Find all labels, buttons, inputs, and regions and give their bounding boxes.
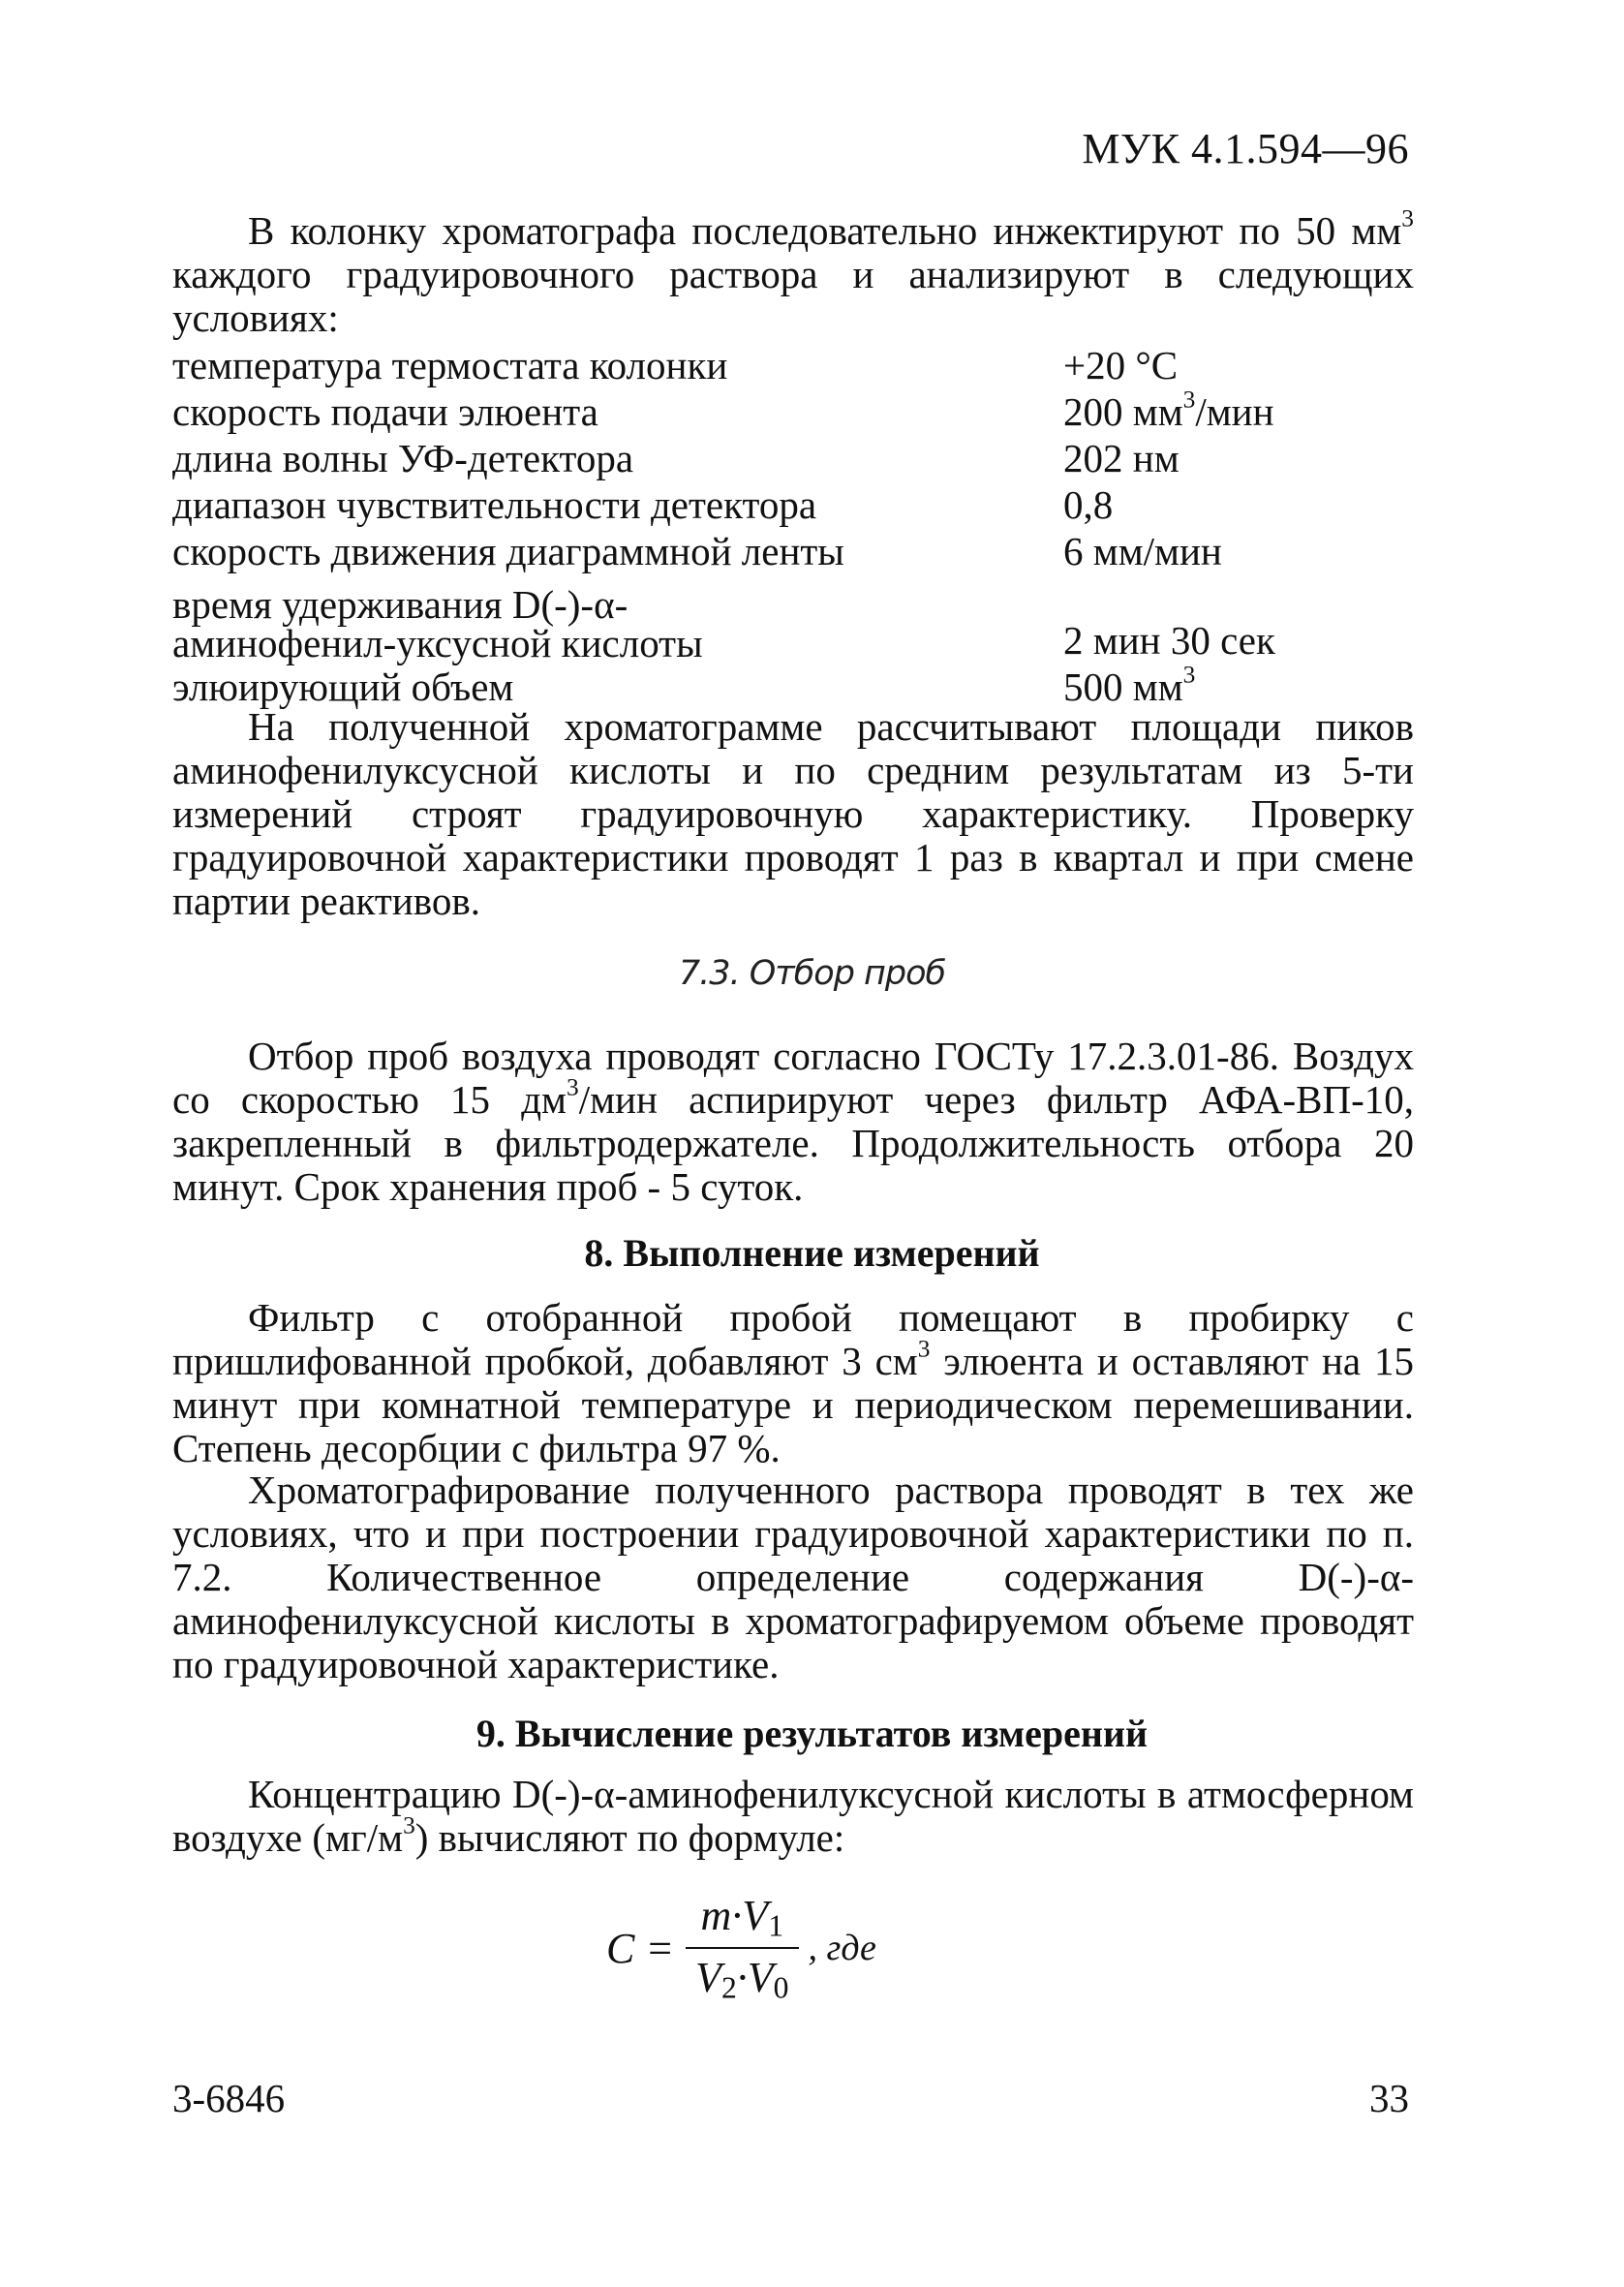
formula-numerator — [691, 1891, 794, 1947]
condition-superscript: 3 — [1182, 386, 1196, 414]
formula-fraction — [686, 1891, 798, 2006]
sampling-text-end: /мин аспирируют через фильтр АФА-ВП-10, закрепленный в фильтродержателе. Продолжительность отбора 20 минут. Срок хранения проб - 5 суток. — [172, 1077, 1414, 1209]
intro-paragraph — [172, 204, 1414, 340]
condition-name: время удерживания D(-)-α-аминофенил-уксусной кислоты — [172, 582, 703, 665]
section-9-heading: 9. Вычисление результатов измерений — [475, 1712, 1149, 1755]
condition-value: 0,8 — [1063, 482, 1114, 527]
calculation-text-end: ) вычисляют по формуле: — [414, 1815, 845, 1860]
condition-value: 500 мм — [1063, 664, 1183, 709]
formula-v2: V — [695, 1954, 721, 2001]
formula-sub-0: 0 — [773, 1970, 789, 2005]
formula-dot: · — [731, 1891, 743, 1939]
formula-dot: · — [736, 1954, 748, 2001]
calibration-paragraph — [172, 705, 1414, 923]
concentration-formula — [606, 1885, 876, 2011]
section-7-3-title: 7.3. Отбор проб — [678, 954, 946, 993]
calibration-text: На полученной хроматограмме рассчитывают площади пиков аминофенилуксусной кислоты и по средним результатам из 5-ти измерений строят градуировочную характеристику. Проверку градуировочной характеристики проводят 1 раз в квартал и при смене партии реактивов. — [172, 704, 1414, 923]
formula-v0: V — [747, 1954, 774, 2001]
formula-lhs: C = — [606, 1924, 675, 1972]
chromatography-conditions-list — [172, 341, 1414, 709]
condition-name: температура термостата колонки — [172, 343, 728, 387]
condition-row — [172, 341, 1414, 387]
condition-name: длина волны УФ-детектора — [172, 436, 634, 480]
section-9-paragraph — [172, 1773, 1414, 1860]
chromatography-text: Хроматографирование полученного раствора проводят в тех же условиях, что и при построении градуировочной характеристики по п. 7.2. Количественное определение содержания D(-)-α-аминофенилуксусной кислоты в хроматографируемом объеме проводят по градуировочной характеристике. — [172, 1468, 1414, 1686]
measurement-text-start: Фильтр с отобранной пробой помещают в пробирку с пришлифованной пробкой, добавляют 3 см — [172, 1295, 1414, 1383]
measurement-superscript: 3 — [917, 1335, 931, 1363]
formula-sub-2: 2 — [720, 1970, 737, 2005]
formula-denominator — [686, 1947, 798, 2005]
sampling-text-start: Отбор проб воздуха проводят согласно ГОСТу 17.2.3.01-86. Воздух со скоростью 15 дм — [172, 1034, 1414, 1122]
condition-value-suffix: /мин — [1195, 389, 1274, 434]
condition-value: 200 мм — [1063, 389, 1183, 434]
section-8-paragraph-2 — [172, 1468, 1414, 1686]
condition-value: 2 мин 30 сек — [1063, 618, 1275, 663]
document-code-header: МУК 4.1.594—96 — [1082, 125, 1409, 172]
sampling-superscript: 3 — [567, 1073, 579, 1101]
condition-value: +20 °С — [1063, 343, 1179, 387]
formula-tail: , где — [808, 1928, 876, 1968]
condition-row — [172, 434, 1414, 480]
condition-row — [172, 387, 1414, 434]
condition-name: диапазон чувствительности детектора — [172, 482, 817, 527]
condition-name: скорость движения диаграммной ленты — [172, 529, 844, 573]
condition-value-wrap — [1063, 386, 1414, 434]
calculation-text-start: Концентрацию D(-)-α-аминофенилуксусной кислоты в атмосферном воздухе (мг/м — [172, 1772, 1414, 1860]
formula-v1: V — [742, 1891, 769, 1939]
condition-value: 6 мм/мин — [1063, 529, 1222, 573]
condition-row — [172, 573, 1414, 663]
condition-superscript: 3 — [1182, 661, 1196, 689]
section-8-paragraph-1 — [172, 1296, 1414, 1470]
measurement-text-end: элюента и оставляют на 15 минут при комнатной температуре и периодическом перемешивании. Степень десорбции с фильтра 97 %. — [172, 1339, 1414, 1470]
formula-sub-1: 1 — [768, 1908, 784, 1942]
condition-name: элюирующий объем — [172, 664, 514, 709]
formula-m: m — [700, 1891, 732, 1939]
condition-row — [172, 527, 1414, 573]
intro-superscript: 3 — [1401, 204, 1414, 232]
section-7-3-paragraph — [172, 1035, 1414, 1209]
calculation-superscript: 3 — [403, 1811, 415, 1839]
condition-row — [172, 480, 1414, 527]
condition-value-wrap — [1063, 661, 1414, 709]
condition-row — [172, 663, 1414, 709]
page-number: 33 — [1369, 2076, 1409, 2120]
footer-code: 3-6846 — [172, 2076, 286, 2120]
section-8-heading: 8. Выполнение измерений — [584, 1231, 1040, 1275]
intro-text-start: В колонку хроматографа последовательно инжектируют по 50 мм — [248, 208, 1402, 253]
condition-value: 202 нм — [1063, 436, 1180, 480]
intro-text-end: каждого градуировочного раствора и анализируют в следующих условиях: — [172, 252, 1414, 340]
condition-name: скорость подачи элюента — [172, 389, 598, 434]
